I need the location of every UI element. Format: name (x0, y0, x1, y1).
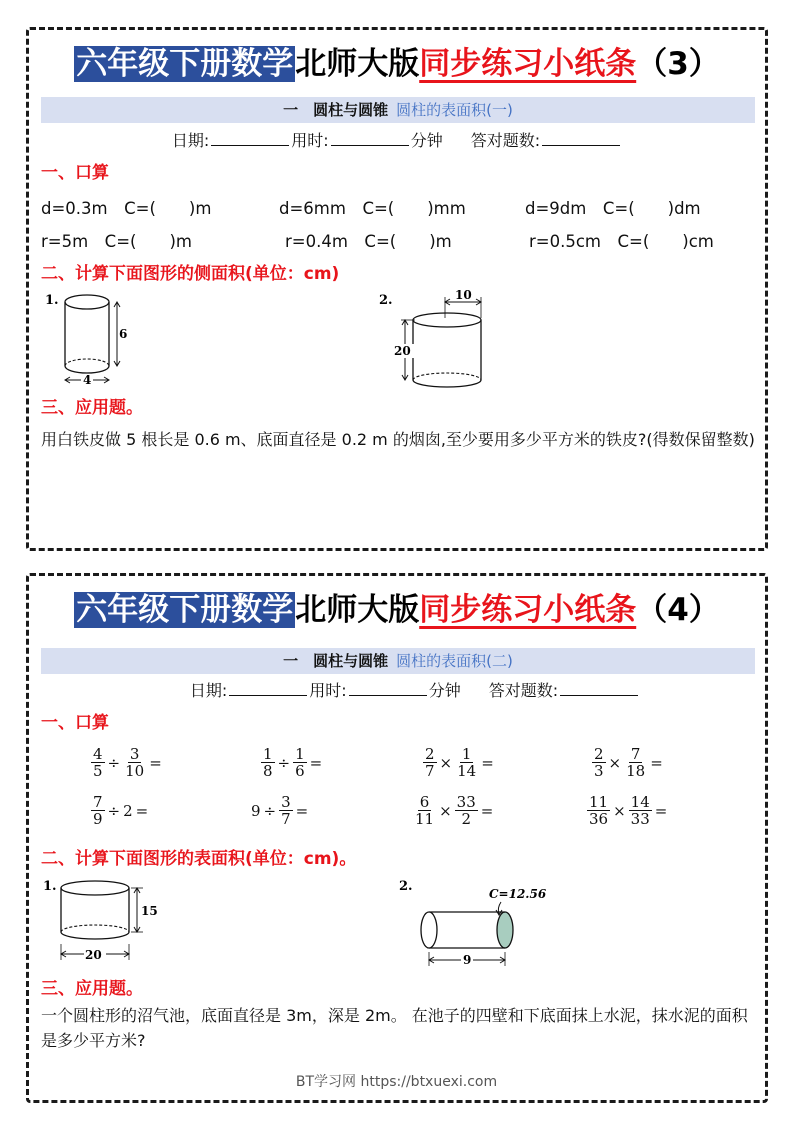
fraction-equation: $\frac{6}{11}$ × $\frac{33}{2}$ = (415, 793, 494, 828)
date-blank[interactable] (211, 132, 289, 146)
height-label: 20 (394, 344, 411, 358)
date-label: 日期: (189, 681, 228, 700)
time-blank[interactable] (331, 132, 409, 146)
height-label: 6 (119, 327, 128, 341)
practice-sheet-3 (26, 27, 768, 551)
oral-item: d=6mm C=( )mm (279, 199, 466, 218)
minutes-label: 分钟 (428, 681, 461, 700)
site-watermark: BT学习网 https://btxuexi.com (295, 1074, 498, 1090)
time-label: 用时: (291, 131, 329, 150)
meta-line (29, 679, 765, 703)
title-number: （4） (636, 592, 720, 628)
figure-number: 1. (45, 293, 59, 308)
lesson-band (41, 648, 755, 674)
word-problem-text: 用白铁皮做 5 根长是 0.6 m、底面直径是 0.2 m 的烟囱,至少要用多少平方米的铁皮?(得数保留整数) (41, 430, 755, 449)
minutes-label: 分钟 (410, 131, 443, 150)
title-edition: 北师大版 (295, 592, 420, 628)
fraction-equation: $\frac{4}{5}$ ÷ $\frac{3}{10}$ = (93, 745, 162, 780)
diameter-label: 10 (455, 288, 472, 302)
correct-label: 答对题数: (488, 681, 559, 700)
oral-item: r=0.5cm C=( )cm (529, 232, 714, 251)
section-word-problem: 三、应用题。 (41, 398, 143, 418)
figure-number: 2. (379, 293, 393, 308)
diameter-label: 20 (85, 948, 102, 962)
title-edition: 北师大版 (295, 46, 420, 82)
oral-item: d=0.3m C=( )m (41, 199, 212, 218)
oral-item: d=9dm C=( )dm (525, 199, 701, 218)
title-number: （3） (636, 46, 720, 82)
oral-item: r=0.4m C=( )m (285, 232, 452, 251)
diameter-label: 4 (83, 373, 92, 387)
unit-label: 一 圆柱与圆锥 (283, 101, 389, 119)
figure-number: 2. (399, 879, 413, 894)
sheet-title (29, 42, 765, 86)
oral-item: r=5m C=( )m (41, 232, 192, 251)
lesson-label: 圆柱的表面积(一) (396, 101, 513, 119)
fraction-equation: $\frac{7}{9}$ ÷ 2 = (93, 793, 149, 828)
section-oral: 一、口算 (41, 163, 109, 183)
unit-label: 一 圆柱与圆锥 (283, 652, 389, 670)
lesson-label: 圆柱的表面积(二) (396, 652, 513, 670)
title-series: 同步练习小纸条 (419, 46, 637, 82)
cylinder-figure-1 (43, 288, 153, 394)
fraction-equation: $\frac{2}{3}$ × $\frac{7}{18}$ = (594, 745, 663, 780)
word-problem-text: 一个圆柱形的沼气池，底面直径是 3m，深是 2m。 在池子的四壁和下底面抹上水泥，抹水泥的面积是多少平方米? (41, 1006, 748, 1050)
date-blank[interactable] (229, 682, 307, 696)
title-grade: 六年级下册数学 (76, 46, 294, 82)
correct-label: 答对题数: (470, 131, 541, 150)
meta-line (29, 129, 765, 153)
cylinder-figure-1 (41, 874, 181, 970)
fraction-equation: $\frac{11}{36}$ × $\frac{14}{33}$ = (589, 793, 668, 828)
section-lateral-area: 二、计算下面图形的侧面积(单位：cm) (41, 264, 340, 284)
correct-blank[interactable] (542, 132, 620, 146)
fraction-equation: $\frac{1}{8}$ ÷ $\frac{1}{6}$ = (263, 745, 323, 780)
section-oral: 一、口算 (41, 713, 109, 733)
lesson-band (41, 97, 755, 123)
cylinder-figure-2 (397, 874, 557, 970)
sheet-title (29, 588, 765, 632)
length-label: 9 (463, 953, 472, 967)
title-series: 同步练习小纸条 (419, 592, 637, 628)
date-label: 日期: (171, 131, 210, 150)
correct-blank[interactable] (560, 682, 638, 696)
cylinder-figure-2 (377, 288, 497, 392)
figure-number: 1. (43, 879, 57, 894)
time-label: 用时: (309, 681, 347, 700)
height-label: 15 (141, 904, 158, 918)
fraction-equation: $\frac{2}{7}$ × $\frac{1}{14}$ = (425, 745, 494, 780)
fraction-equation: 9 ÷ $\frac{3}{7}$ = (251, 793, 309, 828)
section-surface-area: 二、计算下面图形的表面积(单位：cm)。 (41, 849, 357, 869)
circumference-label: C=12.56 (489, 887, 547, 901)
practice-sheet-4 (26, 573, 768, 1103)
section-word-problem: 三、应用题。 (41, 979, 143, 999)
time-blank[interactable] (349, 682, 427, 696)
title-grade: 六年级下册数学 (76, 592, 294, 628)
